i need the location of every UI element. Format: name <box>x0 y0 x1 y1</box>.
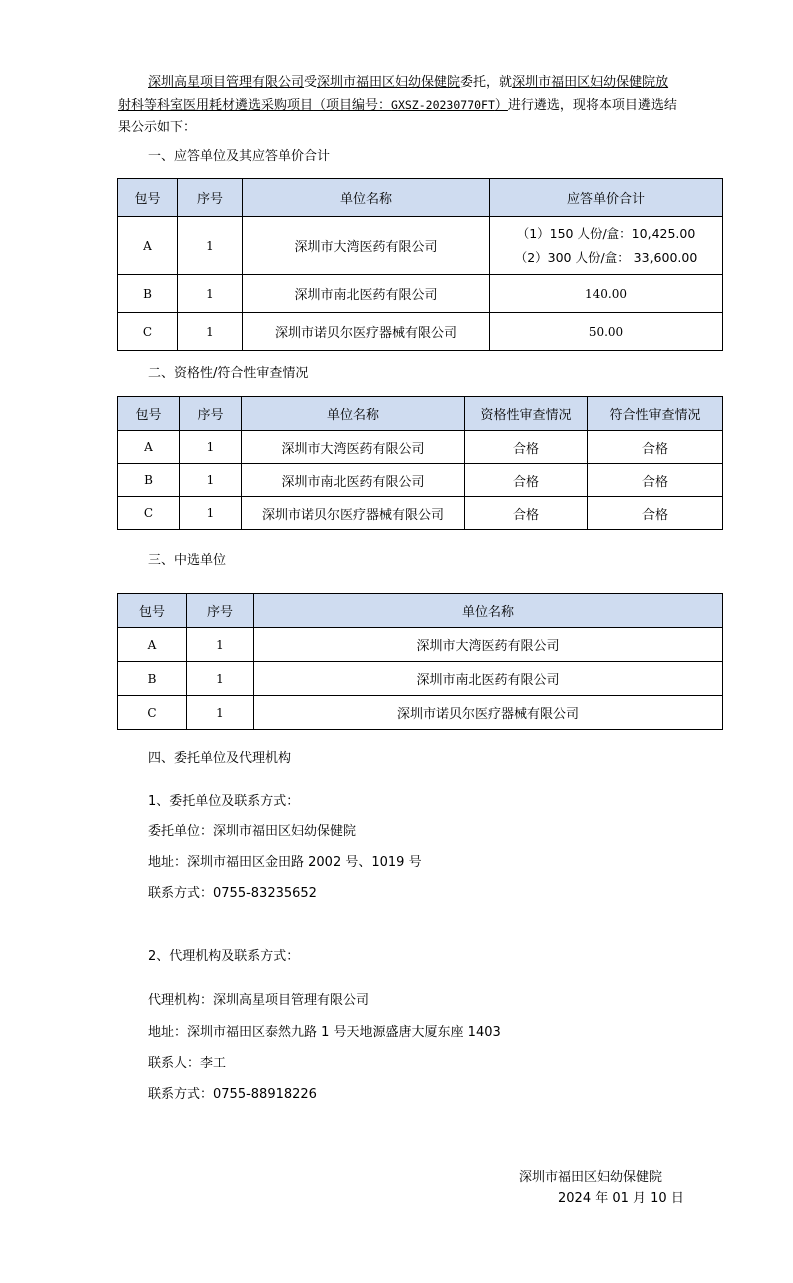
seq-cell: 1 <box>180 497 242 530</box>
table-row <box>118 696 723 730</box>
table-row <box>118 431 723 464</box>
compliance-cell: 合格 <box>588 497 723 530</box>
pkg-cell: B <box>118 662 187 696</box>
signature-org: 深圳市福田区妇幼保健院 <box>519 1170 663 1185</box>
pkg-cell: A <box>118 628 187 662</box>
col-header: 序号 <box>178 179 243 217</box>
seq-cell: 1 <box>187 696 254 730</box>
client-phone: 联系方式：0755-83235652 <box>148 886 317 901</box>
client-name: 深圳市福田区妇幼保健院 <box>317 75 461 90</box>
table-row <box>118 217 723 275</box>
col-header: 资格性审查情况 <box>465 397 588 431</box>
company-cell: 深圳市南北医药有限公司 <box>242 464 465 497</box>
table-row <box>118 313 723 351</box>
qualification-cell: 合格 <box>465 497 588 530</box>
col-header: 单位名称 <box>242 397 465 431</box>
review-table <box>117 396 723 530</box>
project-code: GXSZ-20230770FT <box>391 98 495 112</box>
pkg-cell: C <box>118 696 187 730</box>
project-name: 深圳市福田区妇幼保健院放射科等科室医用耗材遴选采购项目 <box>118 75 669 113</box>
agent-address: 地址：深圳市福田区泰然九路 1 号天地源盛唐大厦东座 1403 <box>148 1025 501 1040</box>
seq-cell: 1 <box>187 662 254 696</box>
col-header: 应答单价合计 <box>490 179 723 217</box>
col-header: 序号 <box>180 397 242 431</box>
agent-phone: 联系方式：0755-88918226 <box>148 1087 317 1102</box>
intro-text: 委托，就 <box>460 75 513 90</box>
agent-contact: 联系人：李工 <box>148 1056 227 1071</box>
section4-title: 四、委托单位及代理机构 <box>148 751 292 766</box>
qualification-cell: 合格 <box>465 431 588 464</box>
pkg-cell: A <box>118 217 178 275</box>
intro-text: 受 <box>304 75 318 90</box>
intro-paragraph <box>118 72 678 139</box>
col-header: 包号 <box>118 397 180 431</box>
company-cell: 深圳市南北医药有限公司 <box>254 662 723 696</box>
company-cell: 深圳市大湾医药有限公司 <box>242 431 465 464</box>
seq-cell: 1 <box>178 313 243 351</box>
table-row <box>118 497 723 530</box>
seq-cell: 1 <box>178 275 243 313</box>
table-header-row <box>118 594 723 628</box>
pkg-cell: A <box>118 431 180 464</box>
table-header-row <box>118 397 723 431</box>
pkg-cell: C <box>118 497 180 530</box>
table-header-row <box>118 179 723 217</box>
col-header: 单位名称 <box>254 594 723 628</box>
price-line: （1）150 人份/盒：10,425.00 <box>516 225 696 241</box>
seq-cell: 1 <box>178 217 243 275</box>
table-row <box>118 662 723 696</box>
compliance-cell: 合格 <box>588 431 723 464</box>
company-cell: 深圳市南北医药有限公司 <box>243 275 490 313</box>
intro-text: （项目编号： <box>313 98 392 113</box>
seq-cell: 1 <box>187 628 254 662</box>
company-cell: 深圳市大湾医药有限公司 <box>254 628 723 662</box>
selected-table <box>117 593 723 730</box>
seq-cell: 1 <box>180 464 242 497</box>
section1-title: 一、应答单位及其应答单价合计 <box>148 149 331 164</box>
price-cell: 140.00 <box>490 275 723 313</box>
bid-table <box>117 178 723 351</box>
pkg-cell: B <box>118 275 178 313</box>
compliance-cell: 合格 <box>588 464 723 497</box>
seq-cell: 1 <box>180 431 242 464</box>
price-cell: 50.00 <box>490 313 723 351</box>
col-header: 包号 <box>118 179 178 217</box>
col-header: 序号 <box>187 594 254 628</box>
client-address: 地址：深圳市福田区金田路 2002 号、1019 号 <box>148 855 422 870</box>
section2-title: 二、资格性/符合性审查情况 <box>148 366 309 381</box>
section3-title: 三、中选单位 <box>148 553 227 568</box>
table-row <box>118 275 723 313</box>
client-name-line: 委托单位：深圳市福田区妇幼保健院 <box>148 824 357 839</box>
company-cell: 深圳市诺贝尔医疗器械有限公司 <box>243 313 490 351</box>
company-cell: 深圳市诺贝尔医疗器械有限公司 <box>254 696 723 730</box>
col-header: 包号 <box>118 594 187 628</box>
agent-heading: 2、代理机构及联系方式： <box>148 949 300 964</box>
company-cell: 深圳市大湾医药有限公司 <box>243 217 490 275</box>
company-cell: 深圳市诺贝尔医疗器械有限公司 <box>242 497 465 530</box>
qualification-cell: 合格 <box>465 464 588 497</box>
price-cell <box>490 217 723 275</box>
intro-text: ） <box>494 98 508 113</box>
client-heading: 1、委托单位及联系方式： <box>148 794 300 809</box>
agency-name: 深圳高星项目管理有限公司 <box>148 75 305 90</box>
signature-date: 2024 年 01 月 10 日 <box>558 1191 684 1206</box>
agent-name-line: 代理机构：深圳高星项目管理有限公司 <box>148 993 370 1008</box>
table-row <box>118 464 723 497</box>
intro-text: 进行遴选，现将本项目遴选结果公示如下： <box>118 98 677 135</box>
pkg-cell: B <box>118 464 180 497</box>
col-header: 单位名称 <box>243 179 490 217</box>
price-line: （2）300 人份/盒： 33,600.00 <box>514 249 698 265</box>
col-header: 符合性审查情况 <box>588 397 723 431</box>
pkg-cell: C <box>118 313 178 351</box>
table-row <box>118 628 723 662</box>
